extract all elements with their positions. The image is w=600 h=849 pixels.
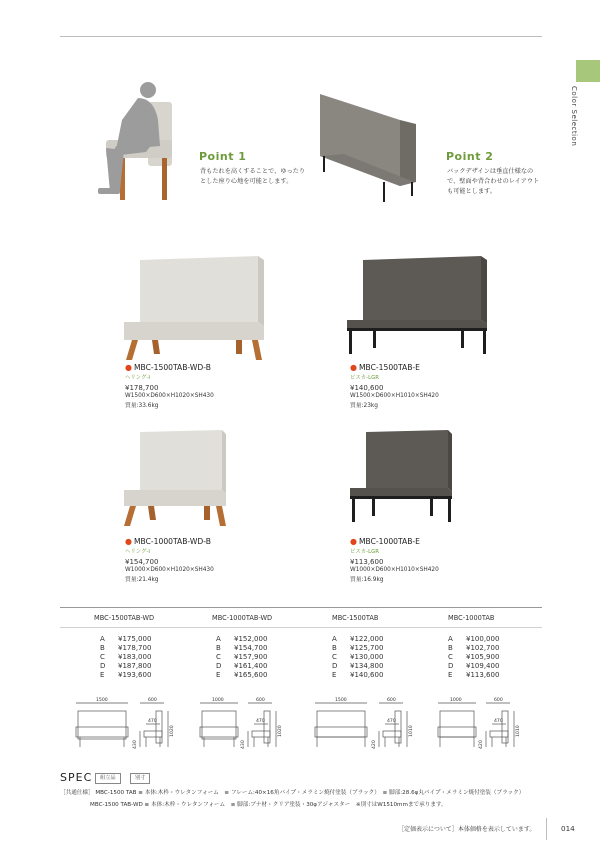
page-number: 014 [561,824,575,833]
bench-back [140,430,222,490]
dim-seat-height: 430 [241,740,246,749]
bench-leg [448,498,451,522]
dim-total-height: 1020 [278,725,283,737]
bullet-dot-icon: ● [125,363,132,372]
point2-text-line: も可能とします。 [447,188,497,195]
table-row [448,653,499,662]
bullet-dot-icon: ● [350,537,357,546]
point1-text-line: 背もたれを高くすることで、ゆったり [200,168,306,175]
person-silhouette [98,82,160,194]
product-name-text: MBC-1000TAB-WD-B [133,537,211,546]
product-caption [350,537,439,583]
point1-text-line: とした座り心地を可能とします。 [200,178,293,185]
grade-label: A [332,635,337,643]
table-column-header: MBC-1000TAB [448,614,495,622]
dim-depth: 600 [256,698,265,703]
grade-label: B [100,644,105,652]
grade-label: B [332,644,337,652]
dimension-drawing [198,697,290,759]
grade-price: ¥183,000 [118,653,152,661]
table-row [448,662,499,671]
dim-depth: 600 [387,698,396,703]
footer-price-note: ［定価表示について］本体価格を表示しています。 [398,826,536,833]
dim-depth: 600 [148,698,157,703]
dim-depth: 600 [494,698,503,703]
grade-label: A [216,635,221,643]
grade-price: ¥125,700 [350,644,384,652]
spec-line-common: ［共通仕様］ MBC-1500 TAB ≡ 本体:木枠・ウレタンフォーム ≡ フレーム:40×16角パイプ・メラミン焼付塗装（ブラック） ≡ 脚部:28.6φ丸パイプ・メラミン焼付塗装（ブラック） [60,790,525,796]
price-column [448,635,499,680]
bench-leg [461,330,464,348]
dim-total-height: 1010 [409,725,414,737]
product-dimensions: W1500×D600×H1010×SH420 [350,393,439,399]
dim-seat-height: 420 [479,740,484,749]
dim-total-height: 1020 [170,725,175,737]
table-row [100,644,151,653]
point2-text-line: バックデザインは垂直仕様なの [447,168,534,175]
table-row [100,671,151,680]
table-row [332,662,383,671]
table-row [332,644,383,653]
grade-price: ¥113,600 [466,671,500,679]
table-row [216,662,267,671]
product-image-1000-e [346,428,458,528]
table-row [448,635,499,644]
product-price: ¥178,700 [125,384,159,392]
grade-price: ¥165,600 [234,671,268,679]
section-tab-label: Color Selection [570,86,578,147]
product-fabric: ビスカ-LGR [350,375,380,381]
grade-label: E [100,671,105,679]
product-price: ¥140,600 [350,384,384,392]
product-price: ¥154,700 [125,558,159,566]
table-row [216,644,267,653]
dimension-drawing [313,697,425,759]
grade-label: B [448,644,453,652]
grade-price: ¥102,700 [466,644,500,652]
bench-leg [430,498,433,516]
product-fabric: ヘリング-I [125,549,150,555]
point2-illustration [314,90,418,206]
bench-leg [152,340,160,354]
bench-leg [252,340,262,360]
spec-line-wd: MBC-1500 TAB-WD ≡ 本体:木枠・ウレタンフォーム ≡ 脚部:ブナ材・クリア塗装・30φアジャスター ※別寸はW1510mmまで承ります。 [90,802,447,808]
grade-label: C [216,653,221,661]
grade-price: ¥193,600 [118,671,152,679]
grade-price: ¥134,800 [350,662,384,670]
product-image-1500-wd [118,254,268,364]
dim-seat-depth: 470 [148,719,157,724]
grade-label: A [100,635,105,643]
grade-label: D [448,662,454,670]
grade-label: C [332,653,337,661]
grade-price: ¥152,000 [234,635,268,643]
table-column-header: MBC-1500TAB [332,614,379,622]
bench-seat [347,320,487,328]
grade-price: ¥175,000 [118,635,152,643]
bench-back [363,256,481,320]
grade-price: ¥157,900 [234,653,268,661]
dim-width: 1000 [450,698,462,703]
product-name [125,537,214,546]
dimension-drawing [74,697,186,759]
bench-frame [347,328,487,331]
table-column-header: MBC-1500TAB-WD [94,614,155,622]
dim-seat-height: 420 [372,740,377,749]
bench-leg [162,158,167,200]
bench-side [448,430,452,492]
grade-label: C [448,653,453,661]
bullet-dot-icon: ● [125,537,132,546]
product-name [350,537,439,546]
bench-leg [236,340,242,354]
bench-leg [372,498,375,516]
bench-side [481,256,487,324]
product-weight: 質量:33.6kg [125,403,159,409]
product-dimensions: W1000×D600×H1020×SH430 [125,567,214,573]
bench-frame [350,496,452,499]
table-row [100,635,151,644]
product-dimensions: W1000×D600×H1010×SH420 [350,567,439,573]
bench-back [140,256,258,322]
sofa-side [400,120,416,186]
table-row [332,635,383,644]
product-image-1500-e [343,254,493,364]
product-dimensions: W1500×D600×H1020×SH430 [125,393,214,399]
grade-label: D [216,662,222,670]
bench-leg [126,340,138,360]
price-column [216,635,267,680]
bench-leg [483,330,486,354]
footer-divider [546,818,547,840]
grade-label: B [216,644,221,652]
product-name-text: MBC-1500TAB-E [358,363,420,372]
point2-text-line: で、壁面や背合わせのレイアウト [447,178,540,185]
grade-price: ¥154,700 [234,644,268,652]
table-header-rule [60,627,542,628]
bench-back [366,430,448,488]
spec-title: SPEC [60,771,93,784]
table-row [216,671,267,680]
product-caption [125,537,214,583]
product-name [350,363,439,372]
product-weight: 質量:23kg [350,403,378,409]
product-weight: 質量:16.9kg [350,577,384,583]
price-column [332,635,383,680]
point2-text [447,167,539,197]
grade-price: ¥161,400 [234,662,268,670]
grade-label: E [332,671,337,679]
bench-leg [204,506,210,520]
bench-leg [124,506,136,526]
product-name-text: MBC-1500TAB-WD-B [133,363,211,372]
grade-label: A [448,635,453,643]
table-column-header: MBC-1000TAB-WD [212,614,273,622]
product-weight: 質量:21.4kg [125,577,159,583]
top-rule [60,36,542,37]
product-fabric: ヘリング-I [125,375,150,381]
spec-badge-custom-size: 別寸 [130,773,150,784]
dim-width: 1500 [96,698,108,703]
grade-label: E [216,671,221,679]
bench-leg [216,506,226,526]
product-price: ¥113,600 [350,558,384,566]
front-view-back [78,711,126,739]
dim-seat-depth: 470 [256,719,265,724]
bench-side [258,256,264,326]
bench-seat [124,322,264,340]
grade-price: ¥130,000 [350,653,384,661]
grade-label: E [448,671,453,679]
product-name-text: MBC-1000TAB-E [358,537,420,546]
table-row [448,644,499,653]
dim-seat-depth: 470 [387,719,396,724]
bench-seat [350,488,452,496]
front-view-seat [76,727,128,737]
grade-price: ¥187,800 [118,662,152,670]
grade-price: ¥140,600 [350,671,384,679]
product-caption [125,363,214,409]
section-tab-marker [576,60,600,82]
dim-width: 1500 [335,698,347,703]
grade-price: ¥105,900 [466,653,500,661]
price-column [100,635,151,680]
bench-seat [124,490,226,506]
grade-price: ¥100,000 [466,635,500,643]
bench-leg [349,330,352,354]
bench-leg [352,498,355,522]
point1-text [200,167,305,187]
grade-price: ¥109,400 [466,662,500,670]
bench-side [222,430,226,494]
bench-leg [373,330,376,348]
grade-price: ¥178,700 [118,644,152,652]
table-row [216,635,267,644]
point2-title: Point 2 [446,150,494,163]
dimension-drawing [436,697,528,759]
grade-price: ¥122,000 [350,635,384,643]
product-image-1000-wd [118,428,230,528]
table-row [448,671,499,680]
dim-seat-height: 430 [133,740,138,749]
spec-badge-assembly: 組立品 [95,773,121,784]
grade-label: D [100,662,106,670]
table-row [216,653,267,662]
table-row [332,653,383,662]
grade-label: C [100,653,105,661]
dim-seat-depth: 470 [494,719,503,724]
point1-title: Point 1 [199,150,247,163]
table-row [100,653,151,662]
bullet-dot-icon: ● [350,363,357,372]
table-top-rule [60,607,542,608]
product-fabric: ビスカ-LGR [350,549,380,555]
table-row [100,662,151,671]
dim-width: 1000 [212,698,224,703]
table-row [332,671,383,680]
grade-label: D [332,662,338,670]
point1-illustration [92,80,188,206]
bench-leg [148,506,156,520]
dim-total-height: 1010 [516,725,521,737]
product-name [125,363,214,372]
product-caption [350,363,439,409]
